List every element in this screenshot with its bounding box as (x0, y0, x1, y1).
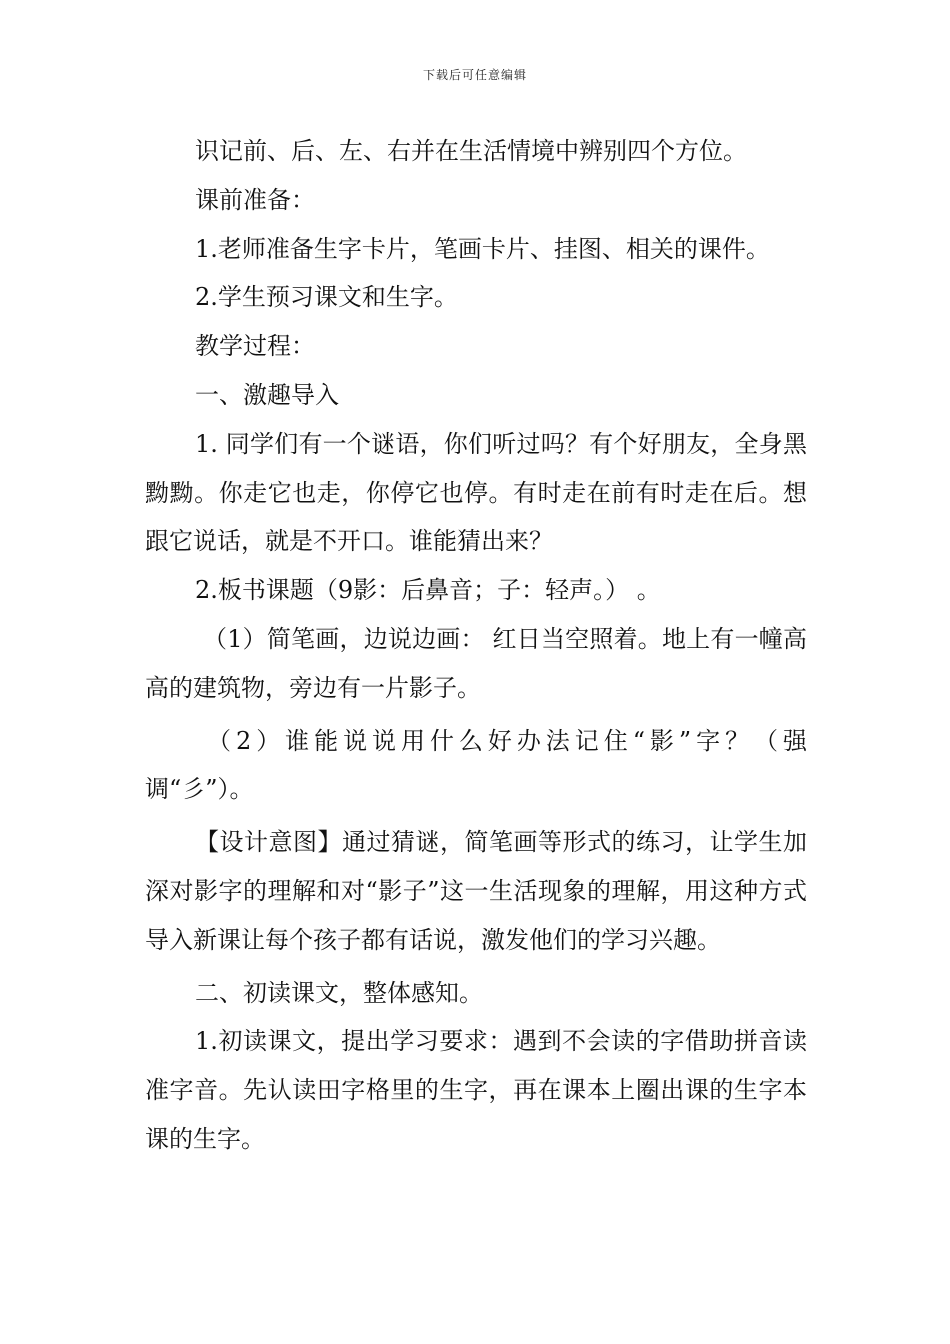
document-body (145, 127, 807, 1164)
paragraph-title-board: 2.板书课题（9影：后鼻音；子：轻声。） 。 (195, 576, 661, 605)
paragraph-prep-1: 1.老师准备生字卡片，笔画卡片、挂图、相关的课件。 (195, 234, 770, 263)
page-header: 下载后可任意编辑 (422, 68, 527, 82)
paragraph-remember: （2）谁能说说用什么好办法记住“影”字？（强调“彡”）。 (145, 726, 807, 804)
paragraph-prep-heading: 课前准备： (195, 185, 315, 214)
section-heading-1: 一、激趣导入 (195, 380, 339, 409)
paragraph-first-reading: 1.初读课文，提出学习要求：遇到不会读的字借助拼音读准字音。先认读田字格里的生字，再在课本上圈出课的生字本课的生字。 (145, 1027, 807, 1153)
paragraph-sketch: （1）简笔画，边说边画： 红日当空照着。地上有一幢高高的建筑物，旁边有一片影子。 (145, 624, 807, 702)
paragraph-design-intent: 【设计意图】通过猜谜，简笔画等形式的练习，让学生加深对影字的理解和对“影子”这一生活现象的理解，用这种方式导入新课让每个孩子都有话说，激发他们的学习兴趣。 (145, 828, 807, 954)
paragraph-process-heading: 教学过程： (195, 332, 315, 361)
paragraph-objective: 识记前、后、左、右并在生活情境中辨别四个方位。 (195, 137, 747, 165)
paragraph-riddle: 1. 同学们有一个谜语，你们听过吗？有个好朋友，全身黑黝黝。你走它也走，你停它也停。有时走在前有时走在后。想跟它说话，就是不开口。谁能猜出来？ (145, 429, 807, 556)
section-heading-2: 二、初读课文，整体感知。 (195, 978, 483, 1007)
paragraph-prep-2: 2.学生预习课文和生字。 (195, 283, 458, 312)
